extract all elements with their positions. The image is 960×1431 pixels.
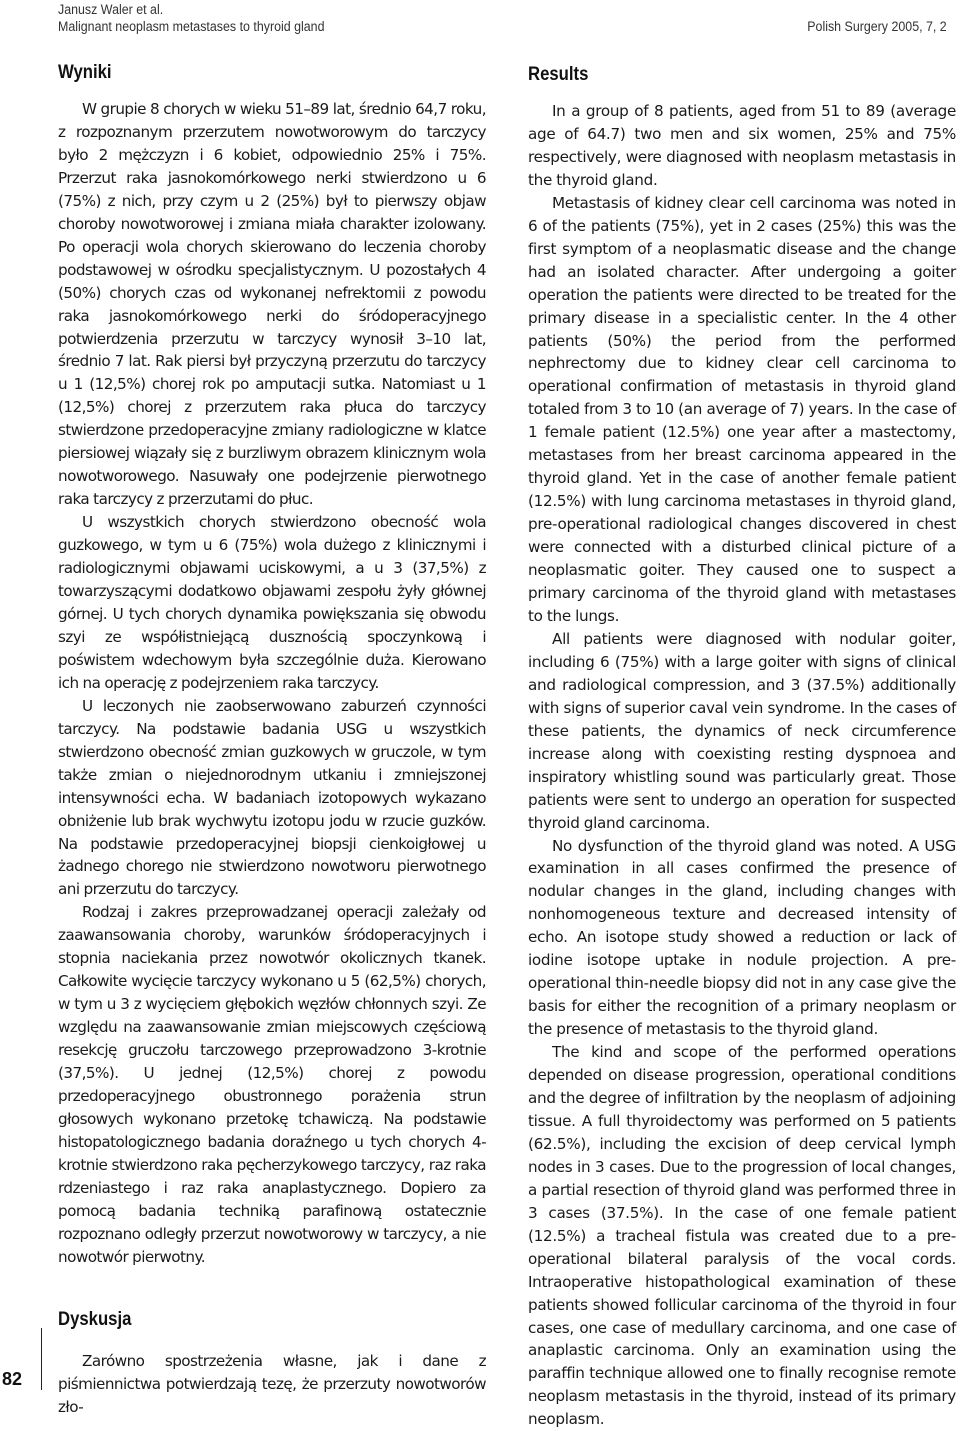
english-results-column <box>528 100 956 1431</box>
polish-results-paragraph: U leczonych nie zaobserwowano zaburzeń czynności tarczycy. Na podstawie badania USG u wszystkich stwierdzono obecność zmian guzkowych w gruczole, w tym także zmian o niejednorodnym utkaniu i zmniejszonej intensywności echa. W badaniach izotopowych wykazano obniżenie lub brak wychwytu izotopu jodu w rzucie guzków. Na podstawie przedoperacyjnej biopsji cienkoigłowej u żadnego chorego nie stwierdzono nowotworu pierwotnego ani przerzutu do tarczycy. <box>58 696 486 899</box>
english-results-paragraph: All patients were diagnosed with nodular goiter, including 6 (75%) with a large goiter with signs of clinical and radiological compression, and 3 (37.5%) additionally with signs of superior caval vein syndrome. In the cases of these patients, the dynamics of neck circumference increase along with coexisting resting dyspnoea and inspiratory whistling sound was particularly great. Those patients were sent to undergo an operation for suspected thyroid gland carcinoma. <box>528 629 956 832</box>
page-number: 82 <box>2 1369 23 1389</box>
polish-results-paragraph: Rodzaj i zakres przeprowadzanej operacji zależały od zaawansowania choroby, warunków śródoperacyjnych i stopnia naciekania przez nowotwór okolicznych tkanek. Całkowite wycięcie tarczycy wykonano u 5 (62,5%) chorych, w tym u 3 z wycięciem głębokich węzłów chłonnych szyi. Ze względu na zaawansowanie zmian miejscowych częściową resekcję gruczołu tarczowego przeprowadzono 3-krotnie (37,5%). U jednej (12,5%) chorej z powodu przedoperacyjnego obustronnego porażenia strun głosowych wykonano przetokę tchawiczą. Na podstawie histopatologicznego badania doraźnego u tych chorych 4-krotnie stwierdzono raka pęcherzykowego tarczycy, raz raka rdzeniastego i raz raka anaplastycznego. Dopiero za pomocą badania techniką parafinową ostatecznie rozpoznano odległy przerzut nowotworowy w tarczycy, a nie nowotwór pierwotny. <box>58 903 486 1266</box>
polish-results-column <box>58 98 486 1269</box>
header-authors: Janusz Waler et al. <box>58 2 164 17</box>
polish-results-paragraph: W grupie 8 chorych w wieku 51–89 lat, średnio 64,7 roku, z rozpoznanym przerzutem nowotworowym do tarczycy było 2 mężczyzn i 6 kobiet, odpowiednio 25% i 75%. Przerzut raka jasnokomórkowego nerki stwierdzono u 6 (75%) z nich, przy czym u 2 (25%) był to pierwszy objaw choroby nowotworowej i zmiana miała charakter izolowany. Po operacji wola chorych skierowano do leczenia choroby podstawowej w ośrodku specjalistycznym. U pozostałych 4 (50%) chorych czas od wykonanej nefrektomii z powodu raka jasnokomórkowego nerki do śródoperacyjnego potwierdzenia przerzutu w tarczycy wynosił 3–10 lat, średnio 7 lat. Rak piersi był przyczyną przerzutu do tarczycy u 1 (12,5%) chorej rok po amputacji sutka. Natomiast u 1 (12,5%) chorej z przerzutem raka płuca do tarczycy stwierdzone przedoperacyjne zmiany radiologiczne w klatce piersiowej wiązały się z burzliwym obrazem klinicznym wola nowotworowego. Nasuwały one podejrzenie pierwotnego raka tarczycy z przerzutami do płuc. <box>58 100 486 509</box>
heading-results: Results <box>528 64 589 85</box>
english-results-paragraph: The kind and scope of the performed operations depended on disease progression, operational conditions and the degree of infiltration by the neoplasm of adjoining tissue. A full thyroidectomy was performed on 5 patients (62.5%), including the excision of deep cervical lymph nodes in 3 cases. Due to the progression of local changes, a partial resection of thyroid gland was performed three in 3 cases (37.5%). In the case of one female patient (12.5%) a tracheal fistula was created due to a pre-operational bilateral paralysis of the vocal cords. Intraoperative histopathological examination of these patients showed follicular carcinoma of the thyroid in four cases, one case of medullary carcinoma, and one case of anaplastic carcinoma. Only an examination using the paraffin technique allowed one to finally recognise remote neoplasm metastasis in the thyroid, instead of its primary neoplasm. <box>528 1043 956 1429</box>
polish-discussion-column <box>58 1350 486 1419</box>
header-article-title: Malignant neoplasm metastases to thyroid gland <box>58 19 325 34</box>
header-journal-citation: Polish Surgery 2005, 7, 2 <box>807 19 947 34</box>
heading-wyniki: Wyniki <box>58 62 112 83</box>
english-results-paragraph: Metastasis of kidney clear cell carcinoma was noted in 6 of the patients (75%), yet in 2 cases (25%) this was the first symptom of a neoplasmatic disease and the change had an isolated character. After undergoing a goiter operation the patients were directed to be treated for the primary disease in a specialistic center. In the 4 other patients (50%) the period from the performed nephrectomy due to kidney clear cell carcinoma to operational confirmation of metastasis in thyroid gland totaled from 3 to 10 (an average of 7) years. In the case of 1 female patient (12.5%) one year after a mastectomy, metastases from her breast carcinoma appeared in the thyroid gland. Yet in the case of another female patient (12.5%) with lung carcinoma metastases in thyroid gland, pre-operational radiological changes discovered in chest were connected with a disturbed clinical picture of a neoplasmatic goiter. They caused one to suspect a primary carcinoma of the thyroid gland with metastases to the lungs. <box>528 193 956 625</box>
english-results-paragraph: No dysfunction of the thyroid gland was noted. A USG examination in all cases confirmed the presence of nodular changes in the gland, including changes with nonhomogeneous texture and decreased intensity of echo. An isotope study showed a reduction or lack of iodine isotope uptake in nodule projection. A pre-operational thin-needle biopsy did not in any case give the basis for either the recognition of a primary neoplasm or the presence of metastasis to the thyroid gland. <box>528 836 956 1039</box>
margin-rule <box>41 1328 42 1390</box>
english-results-paragraph: In a group of 8 patients, aged from 51 to 89 (average age of 64.7) two men and six women, 25% and 75% respectively, were diagnosed with neoplasm metastasis in the thyroid gland. <box>528 102 956 189</box>
running-header <box>58 0 947 36</box>
polish-results-paragraph: U wszystkich chorych stwierdzono obecność wola guzkowego, w tym u 6 (75%) wola dużego z klinicznymi i radiologicznymi objawami uciskowymi, a u 3 (37,5%) z towarzyszącymi dodatkowo objawami zespołu żyły głównej górnej. U tych chorych dynamika powiększania się obwodu szyi ze współistniejącą dusznością spoczynkową i poświstem wdechowym była szczególnie duża. Kierowano ich na operację z podejrzeniem raka tarczycy. <box>58 513 486 692</box>
polish-discussion-paragraph: Zarówno spostrzeżenia własne, jak i dane z piśmiennictwa potwierdzają tezę, że przerzuty nowotworów zło- <box>58 1352 486 1416</box>
heading-dyskusja: Dyskusja <box>58 1309 132 1330</box>
